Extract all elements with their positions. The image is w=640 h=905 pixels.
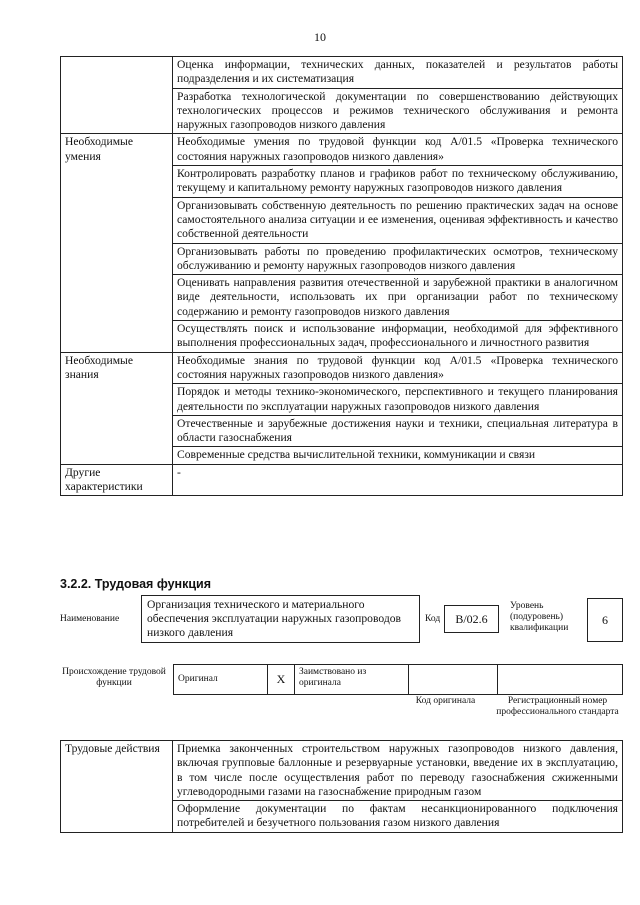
table-cell: Осуществлять поиск и использование информации, необходимой для эффективного выполнения профессиональных задач, профессионального и личностного развития <box>173 321 623 353</box>
table-cell: Порядок и методы технико-экономического, перспективного и текущего планирования деятельности по эксплуатации наружных газопроводов низкого давления <box>173 384 623 416</box>
original-mark: X <box>268 665 295 695</box>
requirements-table <box>60 56 623 496</box>
table-cell: Современные средства вычислительной техники, коммуникации и связи <box>173 447 623 464</box>
table-cell: Необходимые знания по трудовой функции код А/01.5 «Проверка технического состояния наружных газопроводов низкого давления» <box>173 352 623 384</box>
table-cell: Контролировать разработку планов и графиков работ по техническому обслуживанию, текущему и капитальному ремонту наружных газопроводов низкого давления <box>173 166 623 198</box>
level-value-box: 6 <box>587 598 623 642</box>
table-cell: - <box>173 464 623 496</box>
table-cell: Необходимые умения по трудовой функции код А/01.5 «Проверка технического состояния наружных газопроводов низкого давления» <box>173 134 623 166</box>
origin-table <box>173 664 623 695</box>
table-cell: Оформление документации по фактам несанкционированного подключения потребителей и безучетного пользования газом низкого давления <box>173 801 623 833</box>
code-value-box: B/02.6 <box>444 605 499 633</box>
table-cell: Оценка информации, технических данных, показателей и результатов работы подразделения и их систематизация <box>173 57 623 89</box>
actions-label: Трудовые действия <box>61 741 173 833</box>
table-cell: Оценивать направления развития отечественной и зарубежной практики в аналогичном виде деятельности, использовать их при организации работ по техническому содержанию и ремонту газопроводов низкого давления <box>173 275 623 321</box>
table-row <box>61 352 623 384</box>
function-name-box: Организация технического и материального обеспечения эксплуатации наружных газопроводов низкого давления <box>141 595 420 643</box>
reg-number-caption: Регистрационный номер профессионального стандарта <box>496 696 619 717</box>
code-original-caption: Код оригинала <box>415 696 476 706</box>
empty-label-cell <box>61 57 173 134</box>
name-label: Наименование <box>60 614 120 624</box>
code-label: Код <box>425 614 441 624</box>
table-row <box>61 134 623 166</box>
table-cell: Организовывать собственную деятельность по решению практических задач на основе самостоятельного анализа ситуации и ее изменения, оценивая эффективность и качество собственной деятельности <box>173 197 623 243</box>
other-label: Другие характеристики <box>61 464 173 496</box>
section-title: 3.2.2. Трудовая функция <box>60 577 212 591</box>
skills-label: Необходимые умения <box>61 134 173 352</box>
level-label: Уровень (подуровень) квалификации <box>510 601 569 633</box>
table-row <box>174 665 623 695</box>
table-row <box>61 57 623 89</box>
actions-table <box>60 740 623 833</box>
table-row <box>61 464 623 496</box>
table-cell: Организовывать работы по проведению профилактических осмотров, техническому обслуживанию и ремонту наружных газопроводов низкого давления <box>173 243 623 275</box>
origin-label: Происхождение трудовой функции <box>62 667 166 688</box>
table-cell: Разработка технологической документации по совершенствованию действующих технологических процессов и режимов технического обслуживания и ремонта наружных газопроводов низкого давления <box>173 88 623 134</box>
table-row <box>61 741 623 801</box>
knowledge-label: Необходимые знания <box>61 352 173 464</box>
original-label: Оригинал <box>174 665 268 695</box>
page-number: 10 <box>314 30 326 44</box>
code-original-cell <box>409 665 498 695</box>
borrowed-label: Заимствовано из оригинала <box>295 665 409 695</box>
table-cell: Отечественные и зарубежные достижения науки и техники, специальная литература в области газоснабжения <box>173 415 623 447</box>
table-cell: Приемка законченных строительством наружных газопроводов низкого давления, включая групповые баллонные и резервуарные установки, введение их в эксплуатацию, в том числе после осуществления работ по переводу газоснабжения сжиженными углеводородными газами на газоснабжение природным газом <box>173 741 623 801</box>
reg-number-cell <box>498 665 623 695</box>
